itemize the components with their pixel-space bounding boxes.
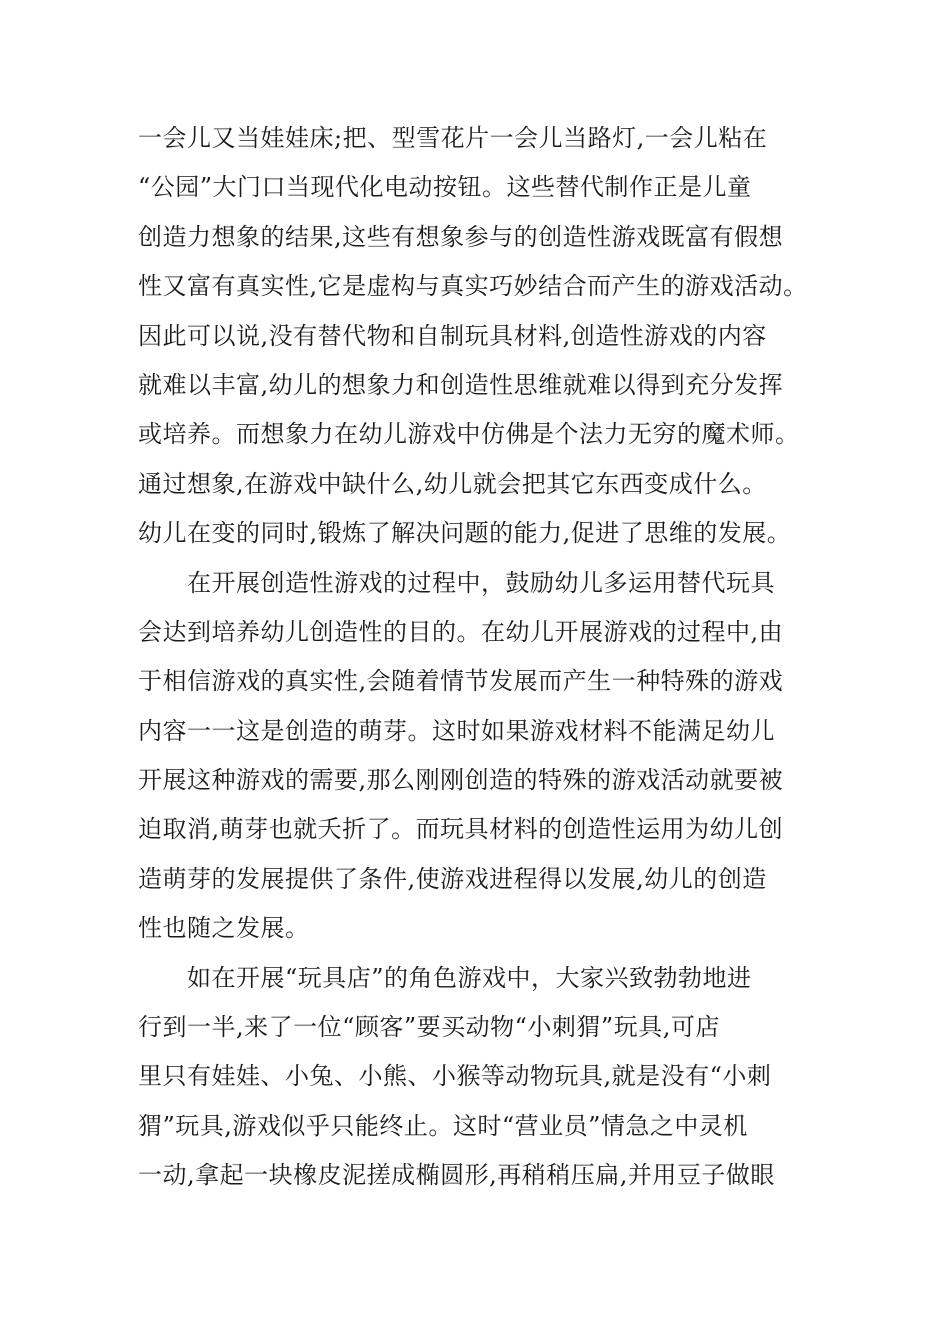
text-line: 幼儿在变的同时,锻炼了解决问题的能力,促进了思维的发展。 bbox=[138, 519, 792, 548]
paragraph-start-line: 在开展创造性游戏的过程中，鼓励幼儿多运用替代玩具 bbox=[138, 568, 775, 597]
text-line: 创造力想象的结果,这些有想象参与的创造性游戏既富有假想 bbox=[138, 222, 784, 251]
text-line: 一动,拿起一块橡皮泥搓成椭圆形,再稍稍压扁,并用豆子做眼 bbox=[138, 1161, 775, 1190]
text-line: 内容一一这是创造的萌芽。这时如果游戏材料不能满足幼儿 bbox=[138, 716, 775, 745]
text-line: 通过想象,在游戏中缺什么,幼儿就会把其它东西变成什么。 bbox=[138, 469, 767, 498]
text-line: 开展这种游戏的需要,那么刚刚创造的特殊的游戏活动就要被 bbox=[138, 766, 784, 795]
text-line: 性也随之发展。 bbox=[138, 914, 310, 943]
text-line: 会达到培养幼儿创造性的目的。在幼儿开展游戏的过程中,由 bbox=[138, 617, 784, 646]
text-line: 于相信游戏的真实性,会随着情节发展而产生一种特殊的游戏 bbox=[138, 667, 784, 696]
body-text bbox=[138, 114, 828, 1201]
text-line: 迫取消,萌芽也就夭折了。而玩具材料的创造性运用为幼儿创 bbox=[138, 815, 784, 844]
text-line: 里只有娃娃、小兔、小熊、小猴等动物玩具,就是没有“小刺 bbox=[138, 1062, 772, 1091]
text-line: 造萌芽的发展提供了条件,使游戏进程得以发展,幼儿的创造 bbox=[138, 864, 767, 893]
paragraph-start-line: 如在开展“玩具店”的角色游戏中，大家兴致勃勃地进 bbox=[138, 963, 752, 992]
text-line: “公园”大门口当现代化电动按钮。这些替代制作正是儿童 bbox=[138, 173, 752, 202]
text-line: 一会儿又当娃娃床;把、型雪花片一会儿当路灯,一会儿粘在 bbox=[138, 124, 768, 152]
text-line: 猬”玩具,游戏似乎只能终止。这时“营业员”情急之中灵机 bbox=[138, 1111, 748, 1140]
text-line: 或培养。而想象力在幼儿游戏中仿佛是个法力无穷的魔术师。 bbox=[138, 420, 800, 449]
text-line: 因此可以说,没有替代物和自制玩具材料,创造性游戏的内容 bbox=[138, 321, 767, 350]
text-line: 性又富有真实性,它是虚构与真实巧妙结合而产生的游戏活动。 bbox=[138, 272, 808, 301]
text-line: 行到一半,来了一位“顾客”要买动物“小刺猬”玩具,可店 bbox=[138, 1013, 720, 1042]
text-line: 就难以丰富,幼儿的想象力和创造性思维就难以得到充分发挥 bbox=[138, 370, 784, 399]
